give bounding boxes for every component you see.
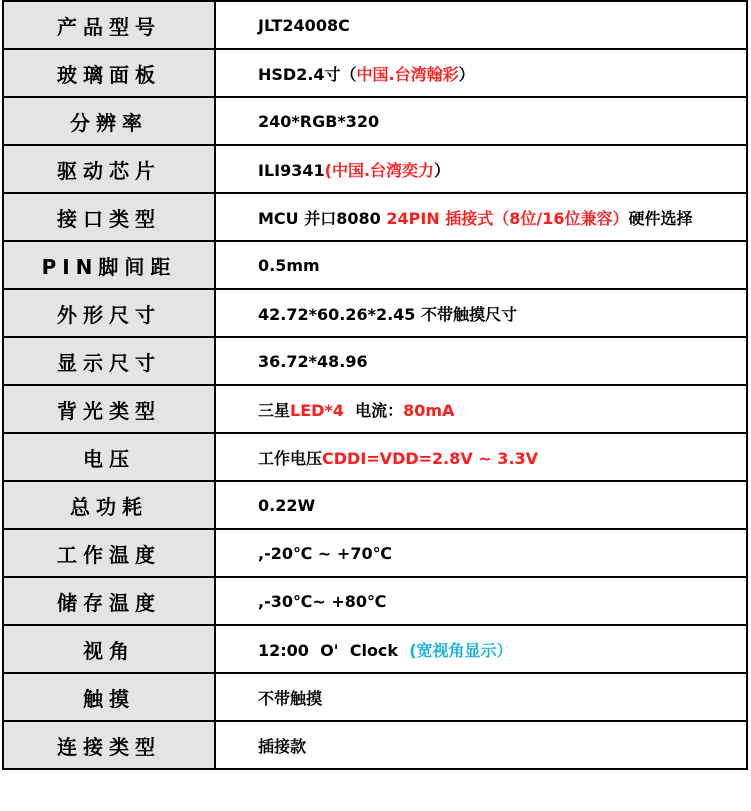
spec-table-body [3, 1, 747, 769]
row-label: 视角 [3, 625, 215, 673]
row-label: 驱动芯片 [3, 145, 215, 193]
row-value [215, 1, 747, 49]
row-label: 工作温度 [3, 529, 215, 577]
row-label: 分辨率 [3, 97, 215, 145]
table-row [3, 385, 747, 433]
value-segment: ） [458, 64, 475, 84]
row-value [215, 529, 747, 577]
table-row [3, 289, 747, 337]
row-label: 接口类型 [3, 193, 215, 241]
value-segment: ,-30℃~ +80℃ [258, 591, 387, 611]
value-segment: 12:00 O' Clock [258, 640, 410, 660]
table-row [3, 577, 747, 625]
value-segment: 硬件选择 [628, 208, 693, 228]
row-value [215, 49, 747, 97]
value-segment: ） [434, 160, 451, 180]
row-label: 玻璃面板 [3, 49, 215, 97]
value-segment: (中国.台湾奕力 [324, 160, 435, 180]
table-row [3, 1, 747, 49]
row-label: 储存温度 [3, 577, 215, 625]
row-value [215, 337, 747, 385]
row-label: 触摸 [3, 673, 215, 721]
row-value [215, 97, 747, 145]
value-segment: 24PIN 插接式（8位/16位兼容） [386, 208, 629, 228]
row-value [215, 721, 747, 769]
value-segment: 36.72*48.96 [258, 351, 368, 371]
row-value [215, 625, 747, 673]
table-row [3, 481, 747, 529]
row-value [215, 241, 747, 289]
row-value [215, 433, 747, 481]
row-value [215, 577, 747, 625]
table-row [3, 673, 747, 721]
row-label: 显示尺寸 [3, 337, 215, 385]
value-segment: 工作电压 [258, 448, 323, 468]
row-value [215, 145, 747, 193]
table-row [3, 241, 747, 289]
value-segment: 0.22W [258, 495, 316, 515]
row-value [215, 673, 747, 721]
table-row [3, 49, 747, 97]
row-label: PIN脚间距 [3, 241, 215, 289]
table-row [3, 529, 747, 577]
row-value [215, 385, 747, 433]
value-segment: JLT24008C [258, 15, 350, 35]
row-value [215, 289, 747, 337]
value-segment: HSD2.4寸（ [258, 64, 357, 84]
row-label: 总功耗 [3, 481, 215, 529]
value-segment: (宽视角显示） [409, 640, 513, 660]
value-segment: 42.72*60.26*2.45 不带触摸尺寸 [258, 304, 518, 324]
row-label: 电压 [3, 433, 215, 481]
value-segment: LED*4 [290, 400, 344, 420]
spec-table [2, 0, 748, 770]
row-label: 连接类型 [3, 721, 215, 769]
row-value [215, 193, 747, 241]
table-row [3, 193, 747, 241]
value-segment: ,-20℃ ~ +70℃ [258, 543, 392, 563]
row-label: 背光类型 [3, 385, 215, 433]
value-segment: 三星 [258, 400, 291, 420]
row-label: 外形尺寸 [3, 289, 215, 337]
row-value [215, 481, 747, 529]
value-segment: MCU 并口8080 [258, 208, 387, 228]
value-segment: 80mA [403, 400, 455, 420]
value-segment: ILI9341 [258, 160, 325, 180]
value-segment: 中国.台湾翰彩 [356, 64, 459, 84]
table-row [3, 145, 747, 193]
table-row [3, 433, 747, 481]
value-segment: 不带触摸 [258, 688, 323, 708]
value-segment: 电流： [343, 400, 404, 420]
value-segment: CDDI=VDD=2.8V ~ 3.3V [322, 448, 539, 468]
table-row [3, 625, 747, 673]
table-row [3, 337, 747, 385]
table-row [3, 721, 747, 769]
value-segment: 插接款 [258, 736, 307, 756]
row-label: 产品型号 [3, 1, 215, 49]
table-row [3, 97, 747, 145]
value-segment: 240*RGB*320 [258, 111, 380, 131]
value-segment: 0.5mm [258, 255, 320, 275]
